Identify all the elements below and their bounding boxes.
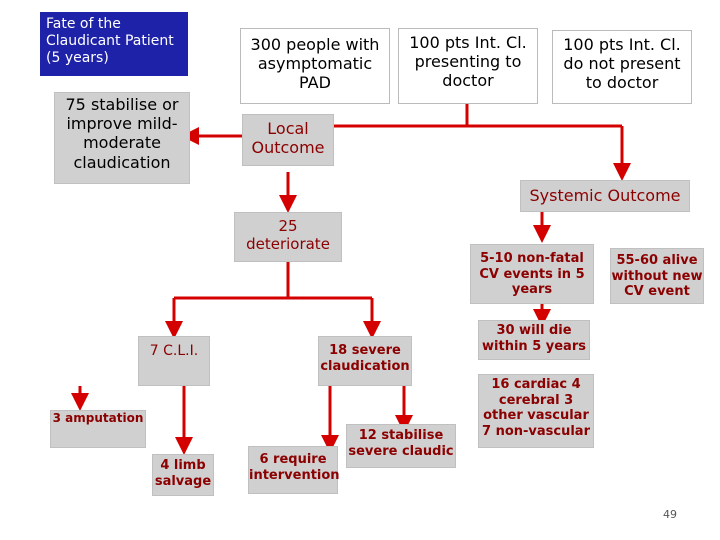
page-title bbox=[40, 12, 188, 76]
will-die-box bbox=[478, 320, 590, 360]
alive-box bbox=[610, 248, 704, 304]
not-presenting-box bbox=[552, 30, 692, 104]
limb-salvage-text: 4 limb salvage bbox=[154, 458, 212, 489]
presenting-box bbox=[398, 28, 538, 104]
will-die-text: 30 will die within 5 years bbox=[482, 323, 586, 354]
deteriorate-text: 25 deteriorate bbox=[246, 217, 330, 253]
systemic-outcome-text: Systemic Outcome bbox=[529, 186, 681, 205]
stabilise-severe-box bbox=[346, 424, 456, 468]
require-intervention-text: 6 require intervention bbox=[249, 452, 340, 483]
presenting-text: 100 pts Int. Cl. presenting to doctor bbox=[409, 33, 527, 91]
limb-salvage-box bbox=[152, 454, 214, 496]
causes-text: 16 cardiac 4 cerebral 3 other vascular 7 non-vascular bbox=[482, 377, 590, 439]
cv-events-text: 5-10 non-fatal CV events in 5 years bbox=[479, 251, 585, 298]
severe-claudication-box bbox=[318, 336, 412, 386]
page-title-text: Fate of the Claudicant Patient (5 years) bbox=[46, 16, 174, 66]
causes-box bbox=[478, 374, 594, 448]
systemic-outcome-box bbox=[520, 180, 690, 212]
stabilise-text: 75 stabilise or improve mild-moderate claudication bbox=[65, 95, 179, 172]
amputation-text: 3 amputation bbox=[52, 411, 144, 425]
deteriorate-box bbox=[234, 212, 342, 262]
asymptomatic-text: 300 people with asymptomatic PAD bbox=[250, 35, 380, 93]
amputation-box bbox=[50, 410, 146, 448]
cli-text: 7 C.L.I. bbox=[149, 343, 199, 359]
not-presenting-text: 100 pts Int. Cl. do not present to doctor bbox=[563, 35, 681, 93]
local-outcome-box bbox=[242, 114, 334, 166]
asymptomatic-box bbox=[240, 28, 390, 104]
local-outcome-text: Local Outcome bbox=[251, 119, 325, 158]
stabilise-box bbox=[54, 92, 190, 184]
severe-claudication-text: 18 severe claudication bbox=[320, 343, 410, 374]
cv-events-box bbox=[470, 244, 594, 304]
require-intervention-box bbox=[248, 446, 338, 494]
page-number: 49 bbox=[663, 508, 677, 521]
alive-text: 55-60 alive without new CV event bbox=[611, 253, 703, 300]
stabilise-severe-text: 12 stabilise severe claudic bbox=[348, 428, 454, 459]
cli-box bbox=[138, 336, 210, 386]
